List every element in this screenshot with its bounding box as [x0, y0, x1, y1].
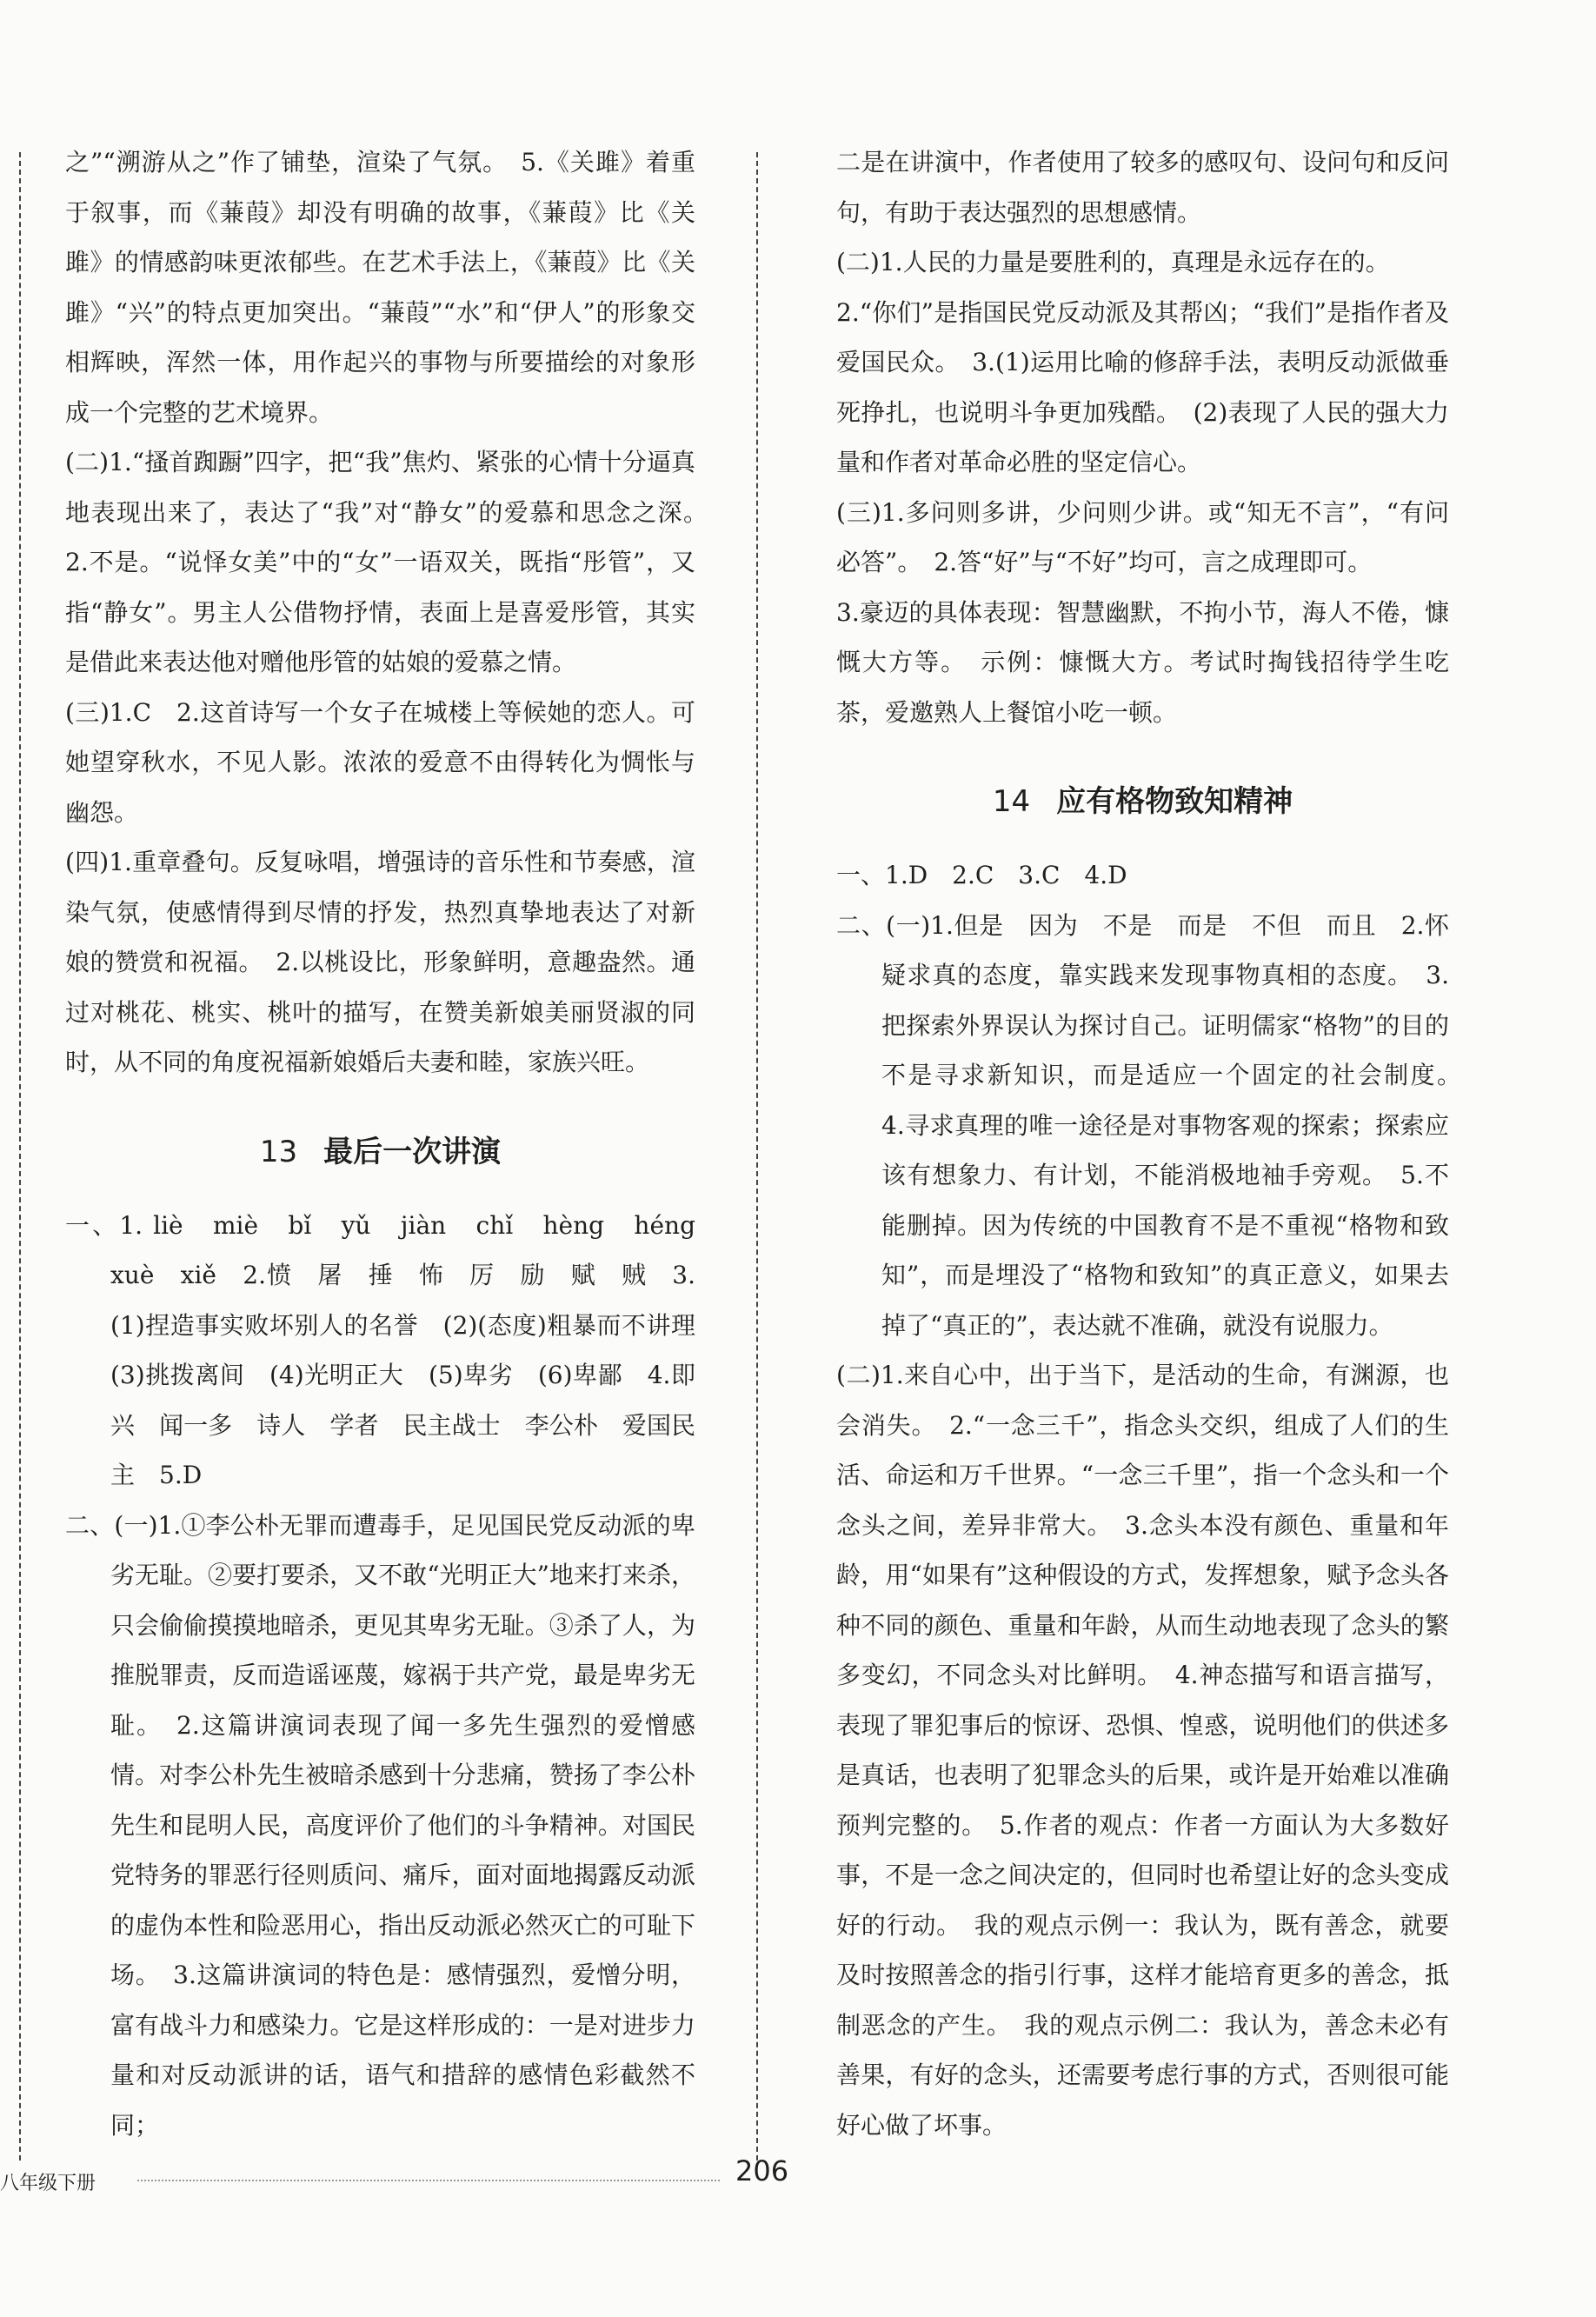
page-number: 206: [735, 2154, 789, 2187]
grade-label: 八年级下册: [0, 2173, 96, 2194]
answer-paragraph: 之”“溯游从之”作了铺垫，渲染了气氛。 5.《关雎》着重于叙事，而《蒹葭》却没有明确的故事，《蒹葭》比《关雎》的情感韵味更浓郁些。在艺术手法上，《蒹葭》比《关雎》“兴”的特点更加突出。“蒹葭”“水”和“伊人”的形象交相辉映，浑然一体，用作起兴的事物与所要描绘的对象形成一个完整的艺术境界。: [65, 148, 695, 427]
cut-line-left: [19, 152, 21, 2161]
answer-paragraph: (三)1.C 2.这首诗写一个女子在城楼上等候她的恋人。可她望穿秋水，不见人影。浓浓的爱意不由得转化为惆怅与幽怨。: [65, 697, 695, 827]
answer-paragraph: 一、1. liè miè bǐ yǔ jiàn chǐ hèng héng xuè xiě 2.愤 屠 捶 怖 厉 励 赋 贼 3.(1)捏造事实败坏别人的名誉 (2)(态度)粗暴而不讲理 (3)挑拨离间 (4)光明正大 (5)卑劣 (6)卑鄙 4.即兴 闻一多 诗人 学者 民主战士 李公朴 爱国民主 5.D: [65, 1210, 721, 1489]
left-column: [65, 137, 721, 2150]
answer-paragraph: 二、(一)1.①李公朴无罪而遭毒手，足见国民党反动派的卑劣无耻。②要打要杀，又不敢“光明正大”地来打来杀，只会偷偷摸摸地暗杀，更见其卑劣无耻。③杀了人，为推脱罪责，反而造谣诬蔑，嫁祸于共产党，最是卑劣无耻。 2.这篇讲演词表现了闻一多先生强烈的爱憎感情。对李公朴先生被暗杀感到十分悲痛，赞扬了李公朴先生和昆明人民，高度评价了他们的斗争精神。对国民党特务的罪恶行径则质问、痛斥，面对面地揭露反动派的虚伪本性和险恶用心，指出反动派必然灭亡的可耻下场。 3.这篇讲演词的特色是：感情强烈，爱憎分明，富有战斗力和感染力。它是这样形成的：一是对进步力量和对反动派讲的话，语气和措辞的感情色彩截然不同；: [65, 1510, 695, 2140]
answer-paragraph: 一、1.D 2.C 3.C 4.D: [836, 861, 1127, 889]
lesson-14-heading: [836, 769, 1449, 835]
answer-paragraph: (二)1.“搔首踟蹰”四字，把“我”焦灼、紧张的心情十分逼真地表现出来了，表达了“我”对“静女”的爱慕和思念之深。 2.不是。“说怿女美”中的“女”一语双关，既指“彤管”，又指“静女”。男主人公借物抒情，表面上是喜爱彤管，其实是借此来表达他对赠他彤管的姑娘的爱慕之情。: [65, 448, 721, 676]
answer-paragraph: (二)1.人民的力量是要胜利的，真理是永远存在的。: [836, 248, 1390, 276]
lesson-13-heading: [65, 1119, 695, 1185]
cut-line-middle: [756, 152, 758, 2161]
answer-paragraph: 2.“你们”是指国民党反动派及其帮凶；“我们”是指作者及爱国民众。 3.(1)运用比喻的修辞手法，表明反动派做垂死挣扎，也说明斗争更加残酷。 (2)表现了人民的强大力量和作者对革命必胜的坚定信心。: [836, 297, 1449, 476]
lesson-number: 13: [259, 1134, 298, 1169]
answer-paragraph: (二)1.来自心中，出于当下，是活动的生命，有渊源，也会消失。 2.“一念三千”，指念头交织，组成了人们的生活、命运和万千世界。“一念三千里”，指一个念头和一个念头之间，差异非常大。 3.念头本没有颜色、重量和年龄，用“如果有”这种假设的方式，发挥想象，赋予念头各种不同的颜色、重量和年龄，从而生动地表现了念头的繁多变幻，不同念头对比鲜明。 4.神态描写和语言描写，表现了罪犯事后的惊讶、恐惧、惶惑，说明他们的供述多是真话，也表明了犯罪念头的后果，或许是开始难以准确预判完整的。 5.作者的观点：作者一方面认为大多数好事，不是一念之间决定的，但同时也希望让好的念头变成好的行动。 我的观点示例一：我认为，既有善念，就要及时按照善念的指引行事，这样才能培育更多的善念，抵制恶念的产生。 我的观点示例二：我认为，善念未必有善果，有好的念头，还需要考虑行事的方式，否则很可能好心做了坏事。: [836, 1361, 1449, 2140]
lesson-number: 14: [992, 784, 1031, 819]
answer-paragraph: 3.豪迈的具体表现：智慧幽默，不拘小节，海人不倦，慷慨大方等。 示例：慷慨大方。考试时掏钱招待学生吃茶，爱邀熟人上餐馆小吃一顿。: [836, 597, 1449, 727]
answer-paragraph: 二是在讲演中，作者使用了较多的感叹句、设问句和反问句，有助于表达强烈的思想感情。: [836, 148, 1449, 227]
answer-paragraph: 二、(一)1.但是 因为 不是 而是 不但 而且 2.怀疑求真的态度，靠实践来发现事物真相的态度。 3.把探索外界误认为探讨自己。证明儒家“格物”的目的不是寻求新知识，而是适应一个固定的社会制度。 4.寻求真理的唯一途径是对事物客观的探索；探索应该有想象力、有计划，不能消极地袖手旁观。 5.不能删掉。因为传统的中国教育不是不重视“格物和致知”，而是埋没了“格物和致知”的真正意义，如果去掉了“真正的”，表达就不准确，就没有说服力。: [836, 910, 1474, 1340]
lesson-title: 最后一次讲演: [323, 1134, 502, 1169]
right-column: [836, 137, 1474, 2150]
answer-paragraph: (三)1.多问则多讲，少问则少讲。或“知无不言”，“有问必答”。 2.答“好”与“不好”均可，言之成理即可。: [836, 497, 1449, 576]
answer-paragraph: (四)1.重章叠句。反复咏唱，增强诗的音乐性和节奏感，渲染气氛，使感情得到尽情的抒发，热烈真挚地表达了对新娘的赞赏和祝福。 2.以桃设比，形象鲜明，意趣盎然。通过对桃花、桃实、桃叶的描写，在赞美新娘美丽贤淑的同时，从不同的角度祝福新娘婚后夫妻和睦，家族兴旺。: [65, 848, 695, 1076]
lesson-title: 应有格物致知精神: [1056, 784, 1293, 819]
footer-rule: [137, 2180, 720, 2181]
